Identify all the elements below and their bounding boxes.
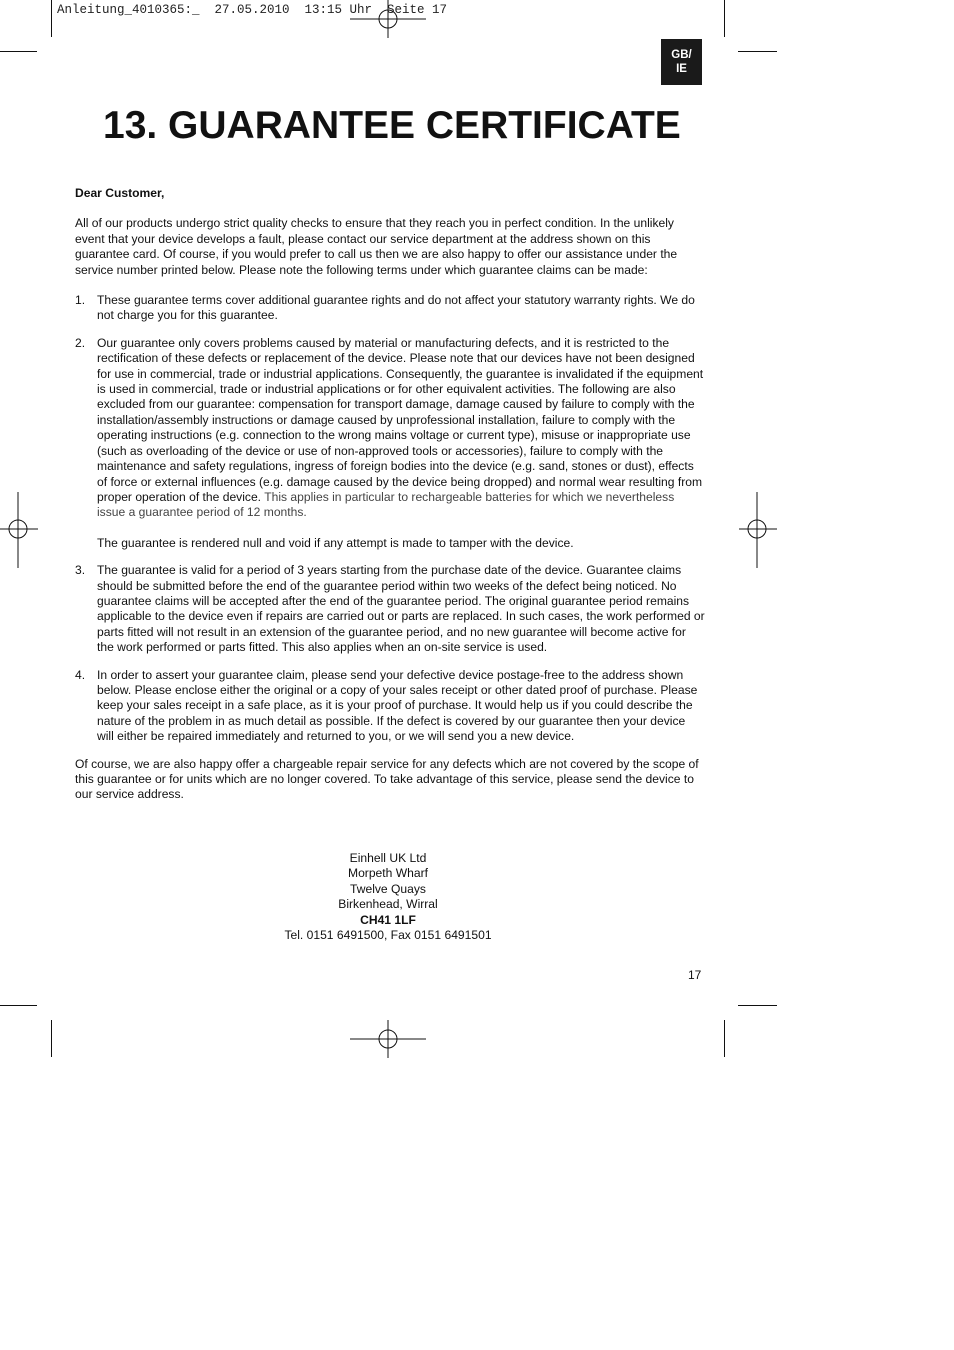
registration-mark-left: [0, 490, 40, 570]
term-text-extra: This applies in particular to rechargeable batteries for which we nevertheless issue a guarantee period of 12 months.: [97, 489, 675, 520]
list-item: [75, 563, 705, 655]
language-badge-line2: IE: [676, 63, 687, 75]
term-number: 2.: [75, 335, 86, 350]
crop-mark: [738, 1005, 777, 1006]
registration-mark-bottom: [348, 1020, 428, 1060]
crop-mark: [738, 51, 777, 52]
list-item: [75, 668, 705, 745]
closing-paragraph: Of course, we are also happy offer a chargeable repair service for any defects which are not covered by the scope of this guarantee or for units which are no longer covered. To take advantage of this service, please send the device to our service address.: [75, 756, 699, 802]
address-phone: Tel. 0151 6491500, Fax 0151 6491501: [284, 928, 492, 943]
print-header: Anleitung_4010365:_ 27.05.2010 13:15 Uhr Seite 17: [57, 3, 448, 17]
service-address: [188, 851, 588, 943]
crop-mark: [724, 1020, 725, 1057]
term-number: 1.: [75, 293, 86, 308]
language-badge-line1: GB/: [671, 49, 692, 61]
crop-mark: [51, 1020, 52, 1057]
guarantee-body: [75, 186, 705, 803]
term-text: The guarantee is valid for a period of 3 years starting from the purchase date of the device. Guarantee claims should be submitted before the end of the guarantee period within two weeks of the defect being noticed. No guarantee claims will be accepted after the end of the guarantee period. The original guarantee period remains applicable to the device even if repairs are carried out or parts are replaced. In such cases, the work performed or parts fitted will not result in an extension of the guarantee period, and no new guarantee will become active for the work performed or parts fitted. This also applies when an on-site service is used.: [97, 563, 705, 655]
crop-mark: [0, 51, 37, 52]
terms-list: [75, 293, 705, 745]
term-note: The guarantee is rendered null and void if any attempt is made to tamper with the device.: [97, 535, 574, 550]
address-postcode: CH41 1LF: [360, 912, 416, 927]
intro-paragraph: All of our products undergo strict quality checks to ensure that they reach you in perfect condition. In the unlikely event that your device develops a fault, please contact our service department at the address shown on this guarantee card. Of course, if you would prefer to call us then we are also happy to offer our assistance under the service number printed below. Please note the following terms under which guarantee claims can be made:: [75, 216, 678, 277]
term-number: 4.: [75, 667, 86, 682]
address-company: Einhell UK Ltd: [349, 851, 427, 865]
term-text: These guarantee terms cover additional guarantee rights and do not affect your statutory warranty rights. We do not charge you for this guarantee.: [97, 293, 695, 323]
list-item: [75, 293, 705, 324]
crop-mark: [724, 0, 725, 37]
crop-mark: [51, 0, 52, 37]
language-badge: [661, 39, 702, 85]
term-text: In order to assert your guarantee claim, please send your defective device postage-free to the address shown below. Please enclose either the original or a copy of your sales receipt or other dated proof of purchase. Please keep your sales receipt in a safe place, as it is your proof of purchase. It would help us if you could describe the nature of the problem in as much detail as possible. If the defect is covered by our guarantee then your device will either be repaired immediately and returned to you, or we will send you a new device.: [97, 667, 698, 744]
term-number: 3.: [75, 563, 86, 578]
page-title: 13. GUARANTEE CERTIFICATE: [103, 104, 681, 147]
registration-mark-right: [737, 490, 777, 570]
registration-mark-top: [348, 0, 428, 40]
address-line: Twelve Quays: [350, 881, 426, 896]
page-number: 17: [688, 968, 702, 982]
address-line: Birkenhead, Wirral: [338, 897, 438, 912]
address-line: Morpeth Wharf: [348, 866, 428, 881]
salutation: Dear Customer,: [75, 186, 165, 200]
term-text: Our guarantee only covers problems caused by material or manufacturing defects, and it is restricted to the rectification of these defects or replacement of the device. Please note that our devices have not been designed for use in commercial, trade or industrial applications. Consequently, the guarantee is invalidated if the equipment is used in commercial, trade or industrial applications or for other equivalent activities. The following are also excluded from our guarantee: compensation for transport damage, damage caused by failure to comply with the installation/assembly instructions or damage caused by unprofessional installation, failure to comply with the operating instructions (e.g. connection to the wrong mains voltage or current type), misuse or inappropriate use (such as overloading of the device or use of non-approved tools or accessories), failure to comply with the maintenance and safety regulations, ingress of foreign bodies into the device (e.g. sand, stones or dust), effects of force or external influences (e.g. damage caused by the device being dropped) and normal wear resulting from proper operation of the device.: [97, 335, 704, 504]
list-item: [75, 336, 705, 551]
crop-mark: [0, 1005, 37, 1006]
